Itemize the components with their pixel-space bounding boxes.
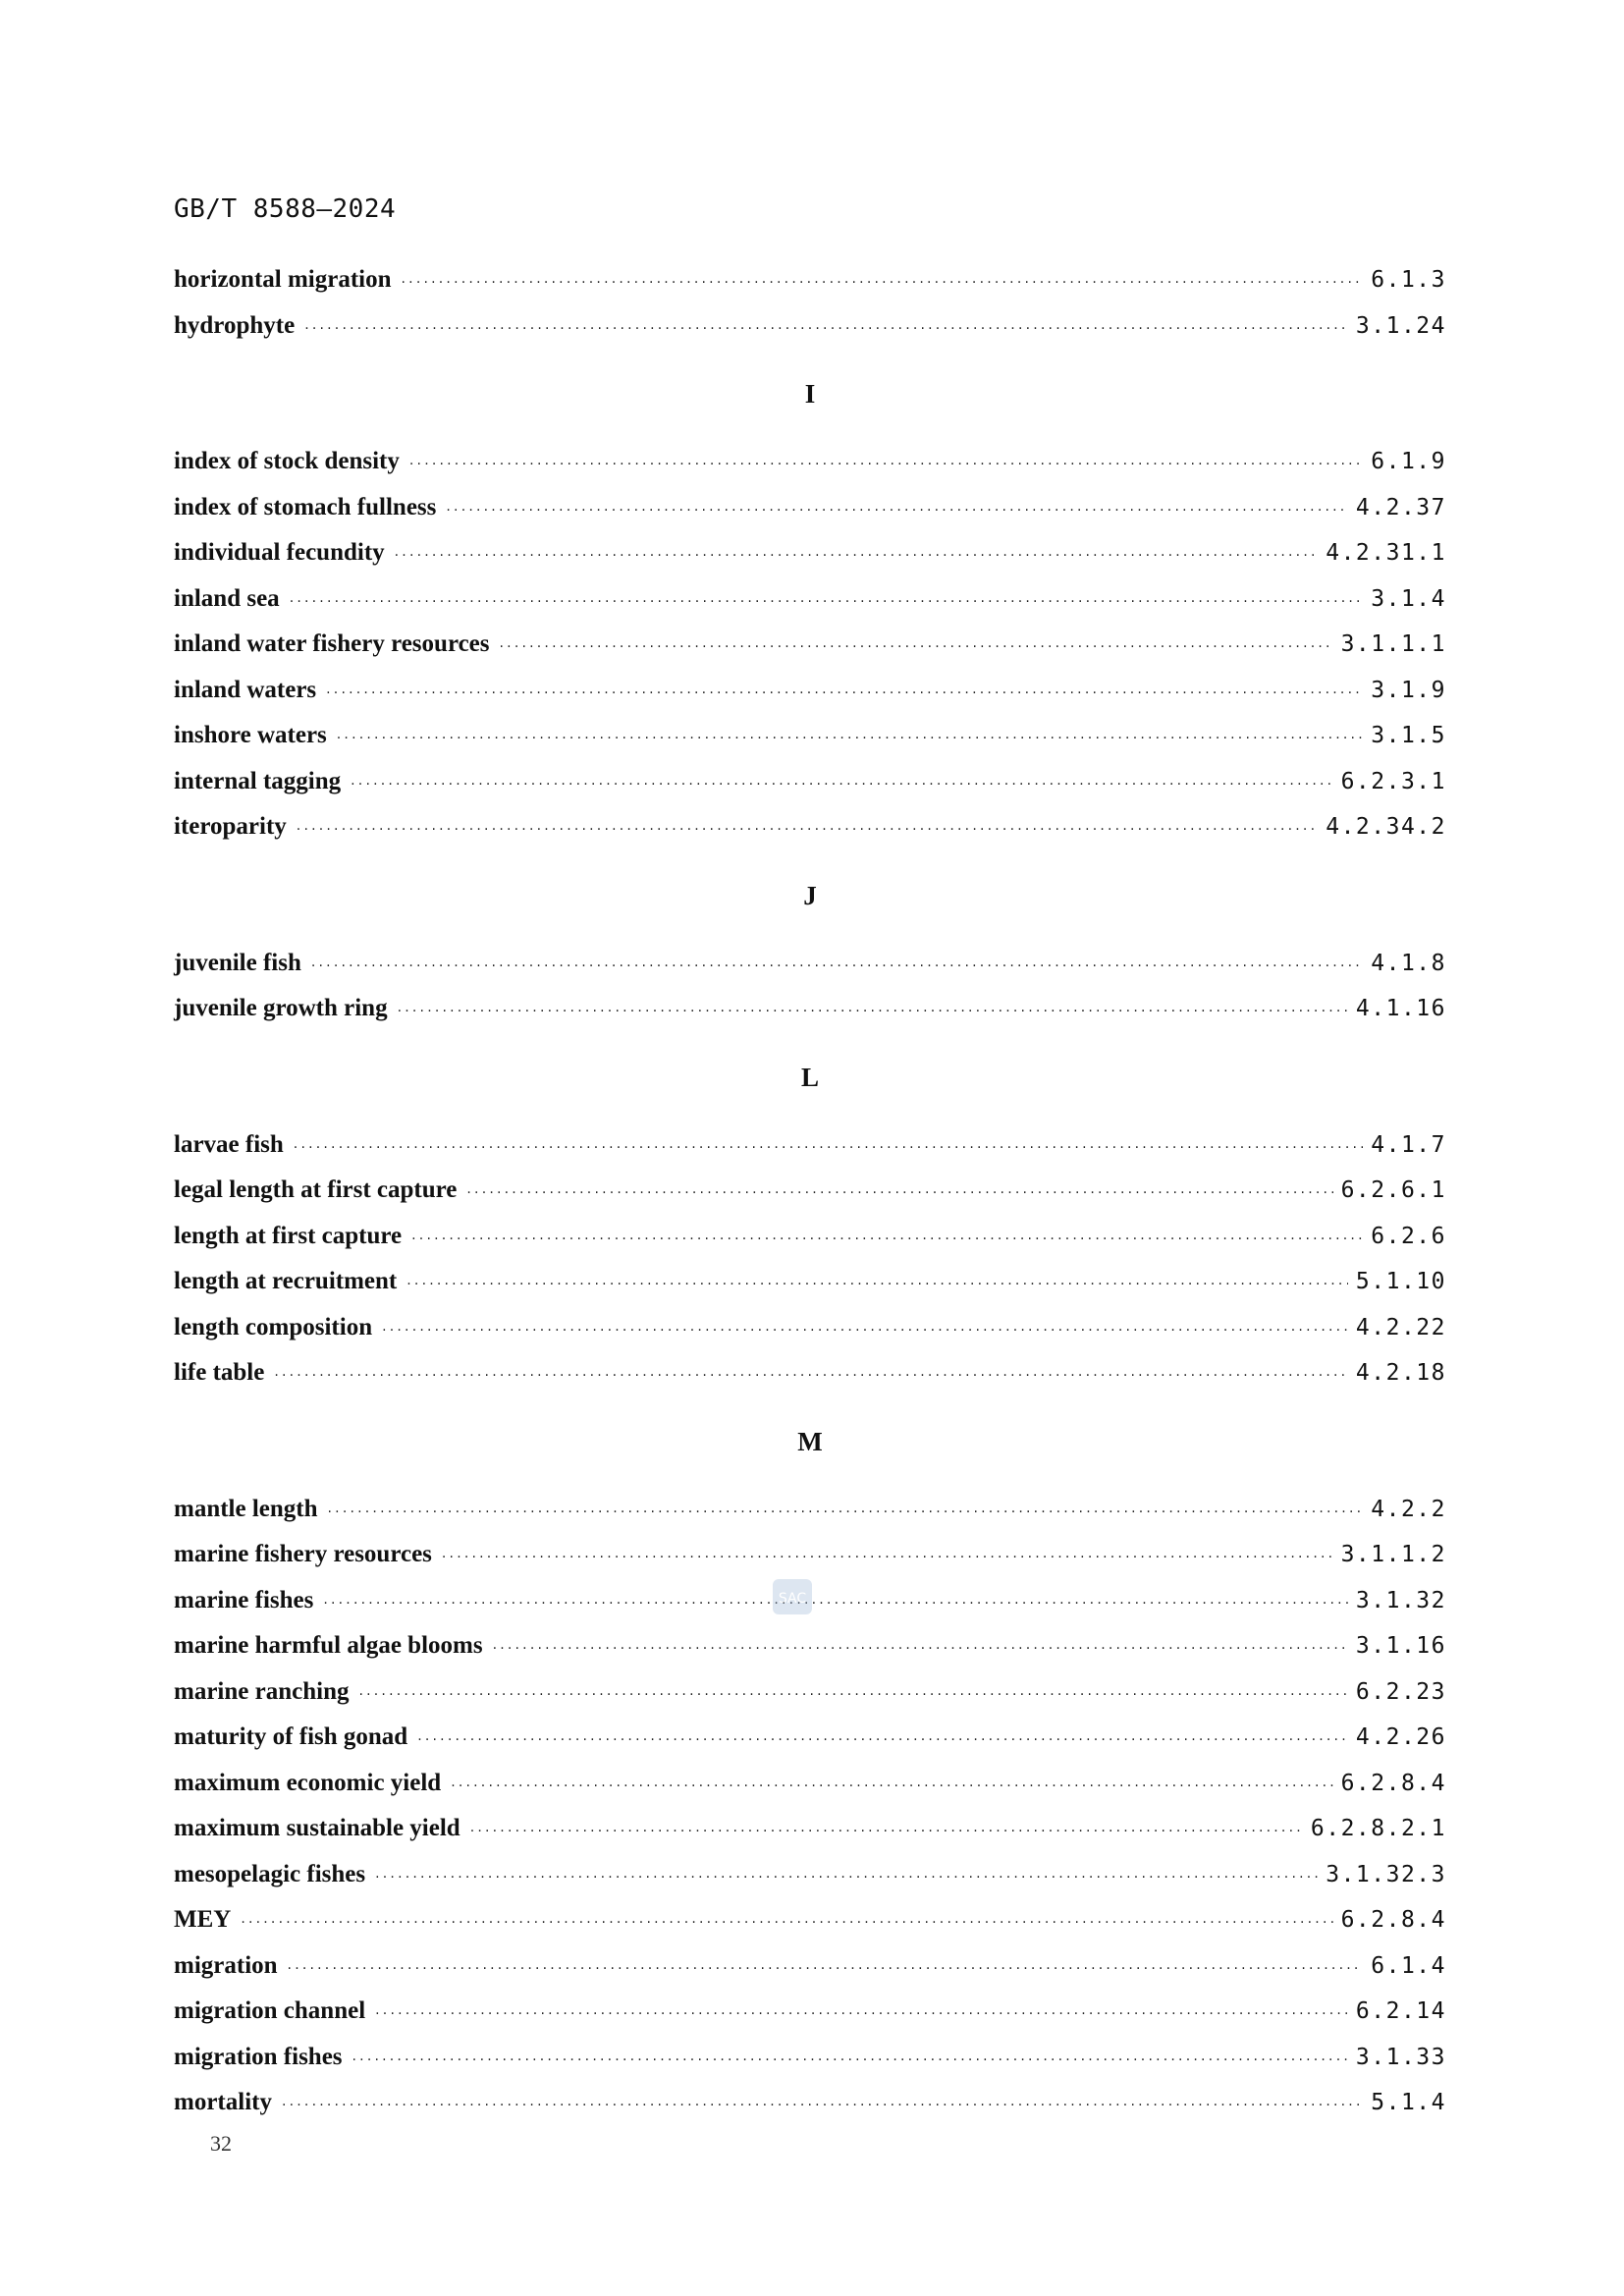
dot-leader bbox=[451, 1764, 1332, 1810]
index-term: length composition bbox=[174, 1313, 373, 1340]
index-entry bbox=[174, 1259, 1446, 1305]
index-entry bbox=[174, 1761, 1446, 1807]
index-entry bbox=[174, 1943, 1446, 1990]
index-term: inland waters bbox=[174, 676, 317, 703]
dot-leader bbox=[241, 1900, 1332, 1946]
index-reference-number: 4.2.34.2 bbox=[1326, 814, 1446, 840]
index-reference-number: 4.2.2 bbox=[1371, 1496, 1446, 1522]
dot-leader bbox=[288, 1946, 1364, 1993]
index-entry bbox=[174, 303, 1446, 350]
index-reference-number: 4.2.18 bbox=[1355, 1360, 1446, 1386]
dot-leader bbox=[466, 1171, 1332, 1217]
dot-leader bbox=[351, 762, 1332, 808]
index-reference-number: 3.1.9 bbox=[1371, 677, 1446, 703]
index-term: inland water fishery resources bbox=[174, 630, 490, 657]
svg-text:SAC: SAC bbox=[778, 1591, 807, 1607]
index-reference-number: 3.1.24 bbox=[1355, 312, 1446, 339]
index-reference-number: 3.1.1.2 bbox=[1340, 1542, 1446, 1567]
dot-leader bbox=[446, 488, 1348, 534]
index-term: length at recruitment bbox=[174, 1268, 398, 1294]
index-reference-number: 4.2.22 bbox=[1355, 1314, 1446, 1340]
dot-leader bbox=[352, 2038, 1348, 2084]
index-term: juvenile fish bbox=[174, 949, 301, 976]
index-entry bbox=[174, 485, 1446, 531]
index-term: index of stomach fullness bbox=[174, 493, 437, 520]
index-reference-number: 6.1.4 bbox=[1371, 1952, 1446, 1979]
index-term: inland sea bbox=[174, 584, 280, 612]
dot-leader bbox=[304, 306, 1348, 353]
index-entry bbox=[174, 2080, 1446, 2126]
index-reference-number: 4.2.26 bbox=[1355, 1724, 1446, 1750]
index-entry bbox=[174, 1350, 1446, 1396]
index-term: index of stock density bbox=[174, 448, 400, 474]
dot-leader bbox=[375, 1855, 1318, 1901]
dot-leader bbox=[406, 1262, 1348, 1308]
dot-leader bbox=[375, 1992, 1348, 2038]
index-term: juvenile growth ring bbox=[174, 995, 388, 1021]
index-term: MEY bbox=[174, 1906, 232, 1933]
index-entry bbox=[174, 1623, 1446, 1669]
index-reference-number: 4.2.37 bbox=[1355, 494, 1446, 520]
index-term: horizontal migration bbox=[174, 266, 392, 293]
index-reference-number: 6.2.6 bbox=[1371, 1223, 1446, 1249]
index-reference-number: 3.1.1.1 bbox=[1340, 631, 1446, 657]
index-entry bbox=[174, 941, 1446, 987]
index-reference-number: 3.1.32 bbox=[1355, 1587, 1446, 1613]
index-entry bbox=[174, 1989, 1446, 2035]
index-term: individual fecundity bbox=[174, 539, 385, 566]
index-term: legal length at first capture bbox=[174, 1176, 458, 1203]
index-reference-number: 3.1.16 bbox=[1355, 1633, 1446, 1659]
index-reference-number: 4.1.16 bbox=[1355, 996, 1446, 1021]
dot-leader bbox=[328, 1490, 1364, 1536]
index-reference-number: 5.1.10 bbox=[1355, 1269, 1446, 1294]
index-entry bbox=[174, 1305, 1446, 1351]
index-reference-number: 5.1.4 bbox=[1371, 2090, 1446, 2115]
watermark-logo bbox=[772, 1578, 813, 1615]
dot-leader bbox=[294, 1125, 1363, 1172]
index-reference-number: 6.1.3 bbox=[1371, 267, 1446, 293]
index-entry bbox=[174, 1852, 1446, 1898]
index-reference-number: 3.1.33 bbox=[1355, 2044, 1446, 2070]
dot-leader bbox=[398, 989, 1348, 1035]
index-letter-heading: M bbox=[797, 1426, 823, 1456]
dot-leader bbox=[493, 1626, 1348, 1672]
dot-leader bbox=[417, 1718, 1348, 1764]
term-index bbox=[174, 257, 1446, 2126]
index-term: larvae fish bbox=[174, 1130, 284, 1158]
index-entry bbox=[174, 1897, 1446, 1943]
index-term: marine ranching bbox=[174, 1677, 350, 1705]
index-term: iteroparity bbox=[174, 813, 287, 840]
index-reference-number: 4.1.8 bbox=[1371, 950, 1446, 976]
standard-code-header: GB/T 8588—2024 bbox=[174, 194, 397, 224]
dot-leader bbox=[470, 1809, 1303, 1855]
dot-leader bbox=[274, 1353, 1348, 1399]
index-entry bbox=[174, 1806, 1446, 1852]
dot-leader bbox=[311, 944, 1363, 990]
index-letter-heading: J bbox=[803, 880, 817, 910]
index-entry bbox=[174, 1487, 1446, 1533]
index-entry bbox=[174, 530, 1446, 576]
index-reference-number: 3.1.32.3 bbox=[1326, 1861, 1446, 1887]
index-reference-number: 6.2.3.1 bbox=[1340, 768, 1446, 794]
index-reference-number: 6.2.8.4 bbox=[1340, 1770, 1446, 1796]
index-term: migration bbox=[174, 1951, 278, 1979]
index-reference-number: 6.2.6.1 bbox=[1340, 1177, 1446, 1203]
index-term: marine fishery resources bbox=[174, 1541, 432, 1567]
index-term: maturity of fish gonad bbox=[174, 1723, 408, 1750]
dot-leader bbox=[297, 807, 1318, 853]
index-term: internal tagging bbox=[174, 767, 342, 794]
index-reference-number: 3.1.5 bbox=[1371, 723, 1446, 748]
dot-leader bbox=[358, 1672, 1347, 1719]
index-term: hydrophyte bbox=[174, 311, 296, 339]
index-entry bbox=[174, 713, 1446, 759]
index-term: mesopelagic fishes bbox=[174, 1860, 366, 1887]
index-entry bbox=[174, 1532, 1446, 1578]
dot-leader bbox=[382, 1308, 1348, 1354]
dot-leader bbox=[500, 625, 1333, 671]
index-reference-number: 4.1.7 bbox=[1371, 1131, 1446, 1158]
dot-leader bbox=[402, 260, 1364, 306]
page-number: 32 bbox=[210, 2131, 232, 2156]
dot-leader bbox=[323, 1581, 1348, 1627]
dot-leader bbox=[290, 579, 1364, 626]
index-term: mortality bbox=[174, 2089, 272, 2115]
index-term: inshore waters bbox=[174, 722, 327, 748]
dot-leader bbox=[411, 1217, 1363, 1263]
dot-leader bbox=[282, 2083, 1363, 2129]
index-term: mantle length bbox=[174, 1495, 318, 1522]
index-entry bbox=[174, 622, 1446, 668]
index-letter-heading: L bbox=[800, 1062, 819, 1092]
index-term: length at first capture bbox=[174, 1222, 403, 1249]
index-term: life table bbox=[174, 1359, 265, 1386]
index-reference-number: 4.2.31.1 bbox=[1326, 540, 1446, 566]
dot-leader bbox=[395, 533, 1319, 579]
index-entry bbox=[174, 759, 1446, 805]
index-entry bbox=[174, 1669, 1446, 1716]
index-entry bbox=[174, 1715, 1446, 1761]
index-reference-number: 3.1.4 bbox=[1371, 585, 1446, 612]
index-entry bbox=[174, 986, 1446, 1032]
dot-leader bbox=[442, 1535, 1333, 1581]
index-entry bbox=[174, 439, 1446, 485]
index-entry bbox=[174, 1214, 1446, 1260]
index-term: maximum economic yield bbox=[174, 1769, 442, 1796]
index-term: migration channel bbox=[174, 1997, 366, 2024]
index-term: marine fishes bbox=[174, 1586, 314, 1613]
index-entry bbox=[174, 576, 1446, 623]
index-entry bbox=[174, 804, 1446, 850]
index-entry bbox=[174, 1122, 1446, 1169]
index-term: marine harmful algae blooms bbox=[174, 1632, 483, 1659]
index-reference-number: 6.2.23 bbox=[1355, 1678, 1446, 1705]
index-entry bbox=[174, 1168, 1446, 1214]
index-reference-number: 6.2.8.2.1 bbox=[1310, 1816, 1446, 1841]
index-reference-number: 6.1.9 bbox=[1371, 449, 1446, 474]
index-entry bbox=[174, 668, 1446, 714]
index-entry bbox=[174, 257, 1446, 303]
index-letter-heading: I bbox=[804, 379, 816, 409]
index-term: maximum sustainable yield bbox=[174, 1815, 460, 1841]
index-reference-number: 6.2.8.4 bbox=[1340, 1907, 1446, 1933]
dot-leader bbox=[326, 671, 1363, 717]
dot-leader bbox=[409, 442, 1363, 488]
index-reference-number: 6.2.14 bbox=[1355, 1998, 1446, 2024]
index-term: migration fishes bbox=[174, 2043, 343, 2070]
dot-leader bbox=[337, 716, 1363, 762]
index-entry bbox=[174, 2035, 1446, 2081]
